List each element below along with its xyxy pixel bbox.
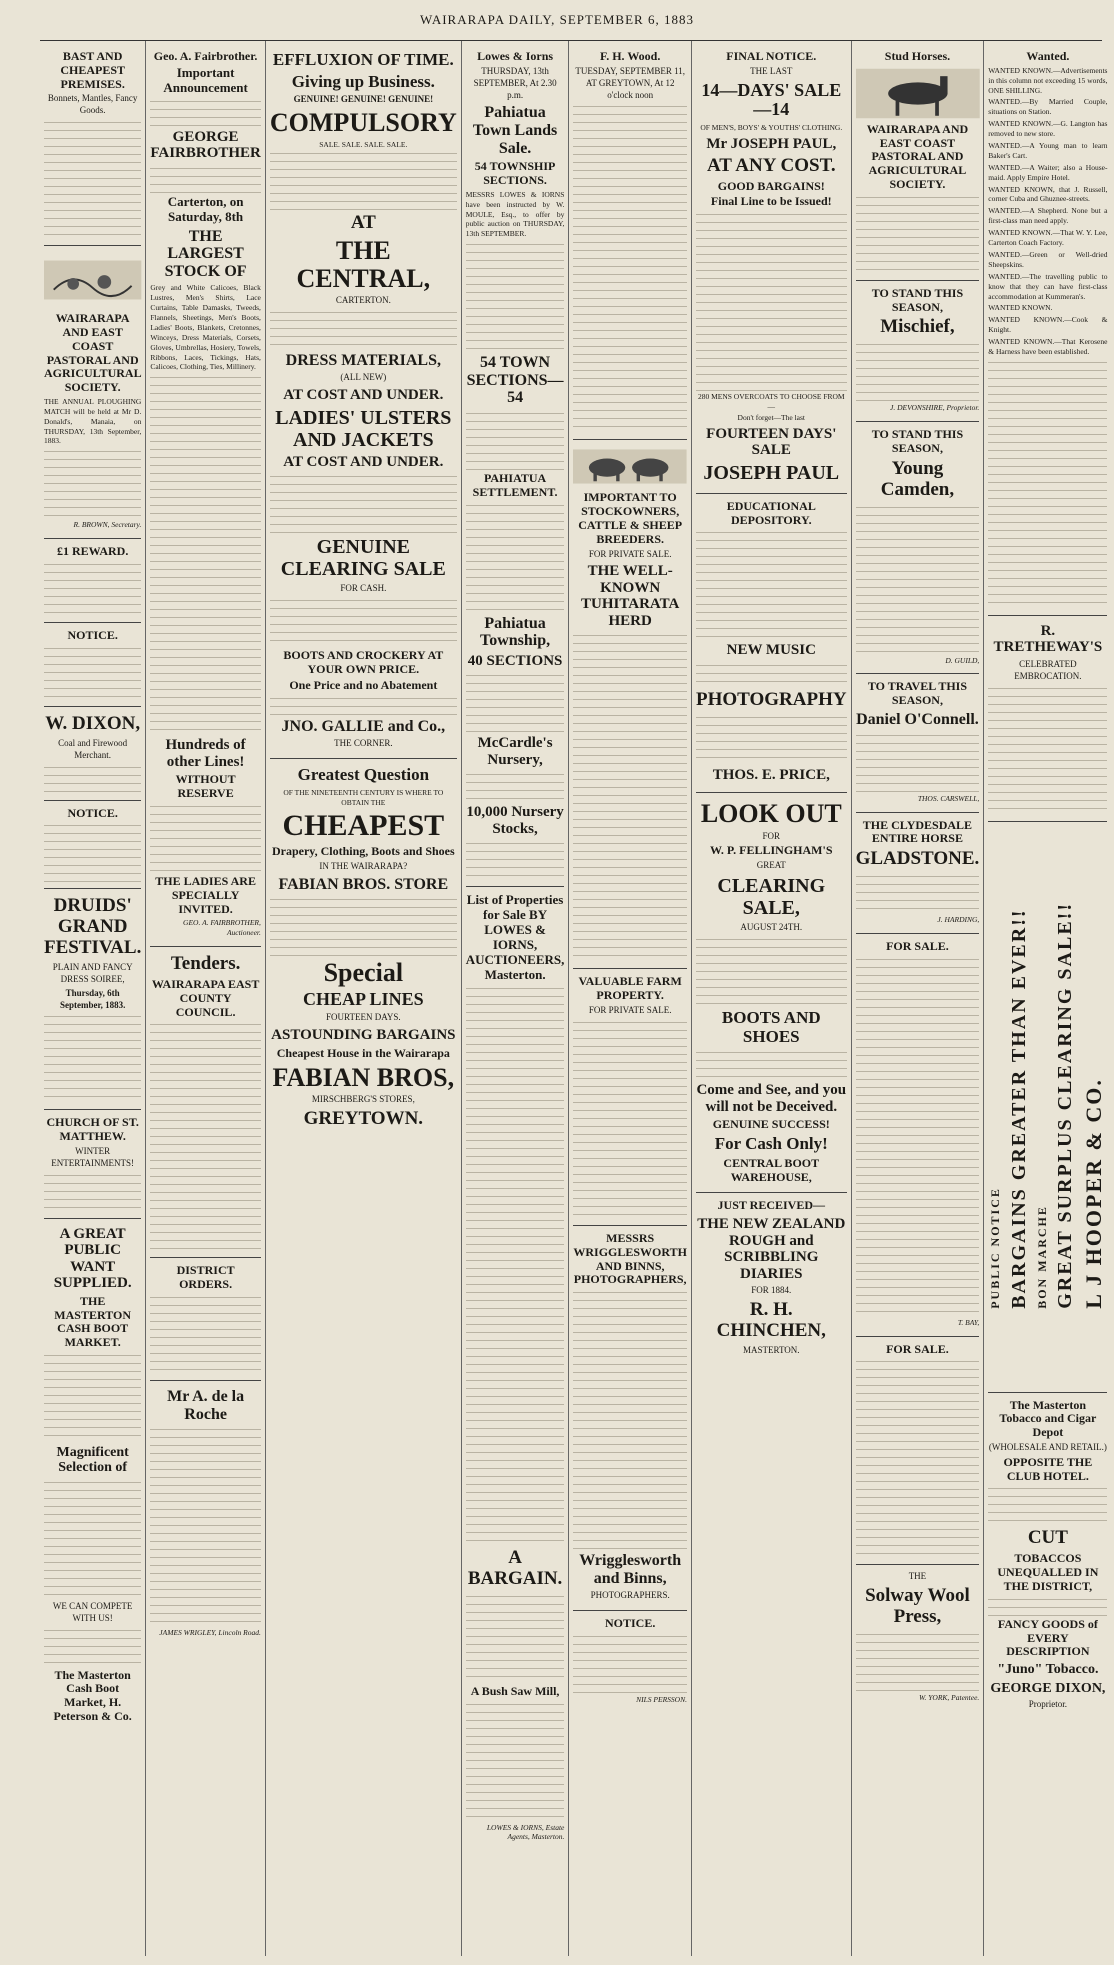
ad-district-orders: [150, 1258, 261, 1381]
wood-sub: TUESDAY, SEPTEMBER 11, AT GREYTOWN, At 12 o'clock noon: [575, 65, 686, 100]
text-block: [856, 1358, 980, 1558]
for-sale-title-2: FOR SALE.: [886, 1341, 949, 1356]
mischief-signature: J. DEVONSHIRE, Proprietor.: [890, 403, 980, 413]
text-block: [270, 695, 457, 715]
ad-solway: [856, 1565, 980, 1711]
text-block: [150, 803, 261, 873]
chinchen-name: R. H. CHINCHEN,: [716, 1299, 826, 1342]
paul-good: GOOD BARGAINS!: [717, 178, 825, 193]
text-block: [466, 771, 565, 801]
column-6: [692, 41, 852, 1956]
lowes-big: Pahiatua Town Lands Sale.: [472, 104, 558, 157]
boot-sub: THE MASTERTON CASH BOOT MARKET.: [54, 1293, 132, 1350]
solway-name: Solway Wool Press,: [865, 1585, 970, 1628]
reward-title: £1 REWARD.: [56, 544, 129, 559]
fellingham-clearing: CLEARING SALE,: [717, 875, 826, 920]
farm-private: FOR PRIVATE SALE.: [588, 1005, 672, 1016]
properties-saw-mill: A Bush Saw Mill,: [470, 1683, 560, 1698]
mischief-stand: TO STAND THIS SEASON,: [871, 285, 964, 314]
fairbrother-stock: THE LARGEST STOCK OF: [164, 227, 247, 280]
text-block: [988, 359, 1107, 609]
properties-bargain: A BARGAIN.: [467, 1546, 563, 1589]
fellingham-great: GREAT: [756, 860, 786, 871]
text-block: [696, 662, 847, 687]
vertical-surplus: GREAT SURPLUS CLEARING SALE!!: [1054, 902, 1077, 1309]
ad-for-sale-1: [856, 934, 980, 1337]
text-block: [150, 1021, 261, 1251]
text-block: [696, 936, 847, 1006]
ad-hooper-vertical: [988, 822, 1107, 1393]
ad-fairbrother: [150, 44, 261, 947]
ad-for-sale-2: [856, 1337, 980, 1566]
ad-tenders: [150, 947, 261, 1258]
ploughing-illustration: [44, 250, 141, 310]
druids-date: Thursday, 6th September, 1883.: [59, 987, 126, 1010]
fairbrother-ladies: THE LADIES ARE SPECIALLY INVITED.: [155, 873, 256, 916]
ad-dixon: [44, 707, 141, 801]
persson-title: NOTICE.: [605, 1616, 656, 1631]
fairbrother-hundreds: Hundreds of other Lines!: [165, 737, 246, 770]
fabian-nineteenth: OF THE NINETEENTH CENTURY IS WHERE TO OBTAIN THE: [283, 787, 444, 807]
gladstone-signature: J. HARDING,: [937, 914, 980, 924]
fabian-stores: MIRSCHBERG'S STORES,: [311, 1093, 415, 1104]
tobacco-cut: CUT: [1027, 1527, 1068, 1549]
mischief-name: Mischief,: [880, 316, 955, 338]
central-one-price: One Price and no Abatement: [289, 677, 438, 692]
vertical-bargains: BARGAINS GREATER THAN EVER!!: [1007, 908, 1030, 1309]
ad-farm-property: [573, 969, 687, 1225]
central-town: CARTERTON.: [335, 294, 391, 305]
text-block: [573, 1019, 687, 1219]
boot-signature: The Masterton Cash Boot Market, H. Peterson & Co.: [53, 1667, 132, 1723]
central-genuine-clearing: GENUINE CLEARING SALE: [280, 536, 446, 581]
paul-forget: Don't forget—The last: [737, 412, 805, 422]
fabian-town: GREYTOWN.: [303, 1107, 424, 1129]
wanted-item: WANTED KNOWN.—That Kerosene & Harness have been established.: [988, 337, 1108, 356]
ad-tretheway: [988, 616, 1107, 822]
text-block: [856, 341, 980, 401]
druids-title: DRUIDS' GRAND FESTIVAL.: [44, 895, 142, 959]
column-2: [146, 41, 266, 1956]
text-block: [44, 1013, 141, 1103]
ad-wanted: [988, 44, 1107, 616]
wanted-item: WANTED KNOWN.—G. Langton has removed to new store.: [988, 119, 1108, 139]
oconnell-travel: TO TRAVEL THIS SEASON,: [867, 679, 968, 708]
central-cash: FOR CASH.: [340, 583, 387, 594]
lowes-nursery: McCardle's Nursery,: [477, 735, 553, 768]
fabian-fourteen: FOURTEEN DAYS.: [326, 1012, 401, 1023]
central-name: THE CENTRAL,: [296, 236, 431, 293]
text-block: [696, 211, 847, 391]
tretheway-name: R. TRETHEWAY'S: [993, 622, 1103, 656]
text-block: [44, 645, 141, 700]
lowes-township: Pahiatua Township,: [480, 614, 551, 650]
text-block: [270, 473, 457, 533]
society-signature: R. BROWN, Secretary.: [73, 520, 142, 530]
central-corner: THE CORNER.: [334, 738, 393, 749]
fellingham-look: LOOK OUT: [700, 799, 842, 829]
ad-wood: [573, 44, 687, 440]
oconnell-name: Daniel O'Connell.: [856, 711, 979, 729]
camden-name: Young Camden,: [880, 457, 955, 500]
ad-de-la-roche: [150, 1381, 261, 1646]
wanted-item: WANTED.—A Young man to learn Baker's Cart.: [988, 141, 1108, 160]
fairbrother-title: Important Announcement: [163, 64, 248, 95]
fellingham-central: CENTRAL BOOT WAREHOUSE,: [723, 1155, 820, 1184]
chinchen-year: FOR 1884.: [751, 1285, 792, 1296]
text-block: [573, 1633, 687, 1693]
fairbrother-big: GEORGE FAIRBROTHER: [150, 128, 261, 162]
roche-title: Mr A. de la Roche: [167, 1387, 245, 1423]
dixon-sub: Coal and Firewood Merchant.: [58, 737, 128, 760]
camden-stand: TO STAND THIS SEASON,: [871, 427, 964, 455]
paul-cost: AT ANY COST.: [706, 154, 836, 176]
wanted-item: WANTED KNOWN.: [988, 303, 1053, 313]
fabian-cheapest-house: Cheapest House in the Wairarapa: [276, 1045, 450, 1060]
price-depot: EDUCATIONAL DEPOSITORY.: [726, 498, 816, 527]
ad-notice-persson: [573, 1611, 687, 1713]
cattle-illustration: [573, 444, 687, 489]
ad-gladstone: [856, 813, 980, 934]
text-block: [44, 119, 141, 239]
text-block: [150, 98, 261, 126]
text-block: [856, 873, 980, 913]
lowes-title: Lowes & Iorns: [477, 49, 554, 63]
roche-signature: JAMES WRIGLEY, Lincoln Road.: [159, 1628, 261, 1638]
text-block: [573, 632, 687, 962]
text-block: [466, 840, 565, 880]
oconnell-signature: THOS. CARSWELL,: [917, 793, 980, 803]
central-genuine: GENUINE! GENUINE! GENUINE!: [293, 94, 434, 105]
tretheway-sub: CELEBRATED EMBROCATION.: [1014, 658, 1082, 681]
text-block: [466, 985, 565, 1545]
central-compulsory: COMPULSORY: [269, 108, 457, 138]
fellingham-genuine: GENUINE SUCCESS!: [712, 1117, 830, 1132]
central-at: AT: [350, 212, 376, 234]
masthead: WAIRARAPA DAILY, SEPTEMBER 6, 1883: [420, 12, 694, 27]
fairbrother-signature: GEO. A. FAIRBROTHER, Auctioneer.: [183, 918, 261, 938]
fellingham-cash: For Cash Only!: [714, 1134, 828, 1154]
lowes-forty: 40 SECTIONS: [467, 652, 563, 669]
orders-title: DISTRICT ORDERS.: [176, 1263, 235, 1292]
fabian-wairarapa: IN THE WAIRARAPA?: [319, 860, 408, 871]
price-name: THOS. E. PRICE,: [712, 766, 830, 783]
tenders-sub: WAIRARAPA EAST COUNTY COUNCIL.: [151, 977, 260, 1019]
fabian-drapery: Drapery, Clothing, Boots and Shoes: [271, 843, 455, 858]
ad-joseph-paul: [696, 44, 847, 494]
tobacco-juno: "Juno" Tobacco.: [997, 1662, 1099, 1678]
fabian-cheapest: CHEAPEST: [282, 809, 445, 843]
notice-title: NOTICE.: [67, 805, 118, 820]
ad-lowes-iorns: [466, 44, 565, 887]
text-block: [988, 685, 1107, 815]
paul-final: FINAL NOTICE.: [726, 49, 817, 63]
text-block: [150, 165, 261, 193]
lowes-sections: 54 TOWNSHIP SECTIONS.: [474, 159, 556, 187]
fabian-greatest: Greatest Question: [297, 765, 430, 784]
paul-name: Mr JOSEPH PAUL,: [706, 136, 837, 153]
text-block: [466, 410, 565, 470]
text-block: [466, 1593, 565, 1683]
fairbrother-place: Carterton, on Saturday, 8th: [167, 193, 244, 224]
society-title: WAIRARAPA AND EAST COAST PASTORAL AND AGRICULTURAL SOCIETY.: [44, 311, 142, 395]
fabian-store: FABIAN BROS. STORE: [278, 875, 449, 893]
for-sale-title: FOR SALE.: [886, 938, 949, 953]
lowes-sub: THURSDAY, 13th SEPTEMBER, At 2.30 p.m.: [473, 65, 557, 100]
wanted-item: WANTED.—A Waiter; also a House-maid. Apply Empire Hotel.: [988, 162, 1108, 182]
wanted-item: WANTED.—By Married Couple, situations on Station.: [988, 97, 1108, 117]
wanted-item: WANTED KNOWN, that J. Russell, corner Cuba and Ghuznee-streets.: [988, 184, 1108, 204]
herd-private: FOR PRIVATE SALE.: [588, 548, 672, 559]
text-block: [150, 1294, 261, 1374]
central-sub: Giving up Business.: [291, 71, 435, 91]
text-block: [573, 103, 687, 433]
tobacco-fancy: FANCY GOODS of EVERY DESCRIPTION: [997, 1616, 1098, 1659]
text-block: [856, 1631, 980, 1691]
fellingham-boots: BOOTS AND SHOES: [721, 1008, 821, 1046]
text-block: [270, 150, 457, 210]
wriggles-title: MESSRS WRIGGLESWORTH AND BINNS, PHOTOGRAPHERS,: [573, 1230, 687, 1287]
central-dress: DRESS MATERIALS,: [285, 351, 441, 369]
paul-fourteen: FOURTEEN DAYS' SALE: [706, 425, 837, 459]
fairbrother-list: Grey and White Calicoes, Black Lustres, Men's Shirts, Lace Curtains, Table Damasks, Tweeds, Flannels, Sheetings, Men's Boots, Ladies' Boots, Blankets, Cretonnes, Winceys, Dress Materials, Corsets, Gloves, Umbrellas, Hosiery, Towels, Ribbons, Laces, Tickings, Hats, Calicoes, Clothing, Ties, Millinery.: [150, 283, 261, 372]
ad-herd: [573, 440, 687, 969]
farm-title: VALUABLE FARM PROPERTY.: [578, 974, 682, 1003]
fairbrother-name: Geo. A. Fairbrother.: [153, 49, 258, 63]
stud-society: WAIRARAPA AND EAST COAST PASTORAL AND AGRICULTURAL SOCIETY.: [866, 121, 969, 191]
ad-boot-market: [44, 1219, 141, 1732]
lowes-body: MESSRS LOWES & IORNS have been instructed by W. MOULE, Esq., to offer by public auction on THURSDAY, 13th SEPTEMBER.: [465, 189, 565, 239]
chinchen-diaries: THE NEW ZEALAND ROUGH and SCRIBBLING DIARIES: [697, 1216, 846, 1282]
ad-mischief: [856, 281, 980, 422]
text-block: [150, 374, 261, 734]
column-4: [462, 41, 570, 1956]
ad-price: [696, 494, 847, 793]
ad-sub: Bonnets, Mantles, Fancy Goods.: [47, 93, 138, 116]
vertical-bon: BON MARCHE: [1034, 1205, 1049, 1309]
ad-church: [44, 1110, 141, 1218]
lowes-sections-2: 54 TOWN SECTIONS—54: [466, 354, 564, 407]
paul-days: 14—DAYS' SALE—14: [701, 79, 842, 120]
text-block: [44, 822, 141, 882]
text-block: [466, 672, 565, 732]
tobacco-unequalled: TOBACCOS UNEQUALLED IN THE DISTRICT,: [997, 1551, 1099, 1593]
text-block: [856, 732, 980, 792]
central-gallie: JNO. GALLIE and Co.,: [281, 717, 446, 735]
fellingham-name: W. P. FELLINGHAM'S: [710, 843, 833, 858]
ad-tobacco: [988, 1393, 1107, 1719]
text-block: [44, 1479, 141, 1599]
text-block: [44, 1352, 141, 1442]
central-title: EFFLUXION OF TIME.: [272, 50, 454, 69]
paul-final-line: Final Line to be Issued!: [710, 194, 832, 209]
ad-chinchen: [696, 1193, 847, 1364]
herd-important: IMPORTANT TO STOCKOWNERS, CATTLE & SHEEP BREEDERS.: [578, 490, 683, 546]
column-5: [569, 41, 692, 1956]
fellingham-date: AUGUST 24TH.: [740, 922, 803, 933]
tenders-title: Tenders.: [170, 953, 241, 975]
wanted-item: WANTED.—A Shepherd. None but a first-class man need apply.: [988, 206, 1108, 226]
properties-title: List of Properties for Sale BY LOWES & IORNS, AUCTIONEERS, Masterton.: [465, 892, 565, 982]
ad-notice-1: [44, 623, 141, 707]
dixon-name: W. DIXON,: [45, 712, 141, 734]
ad-society: [44, 246, 141, 539]
text-block: [988, 1485, 1107, 1525]
price-photography: PHOTOGRAPHY: [695, 688, 847, 710]
central-cost: AT COST AND UNDER.: [283, 387, 444, 404]
fairbrother-reserve: WITHOUT RESERVE: [175, 772, 236, 801]
ad-reward: [44, 539, 141, 623]
ad-wrigglesworth: [573, 1226, 687, 1611]
camden-signature: D. GUILD,: [945, 655, 980, 665]
wriggles-sub: PHOTOGRAPHERS.: [590, 1590, 670, 1601]
ad-druids: [44, 889, 141, 1110]
column-8: [984, 41, 1111, 1956]
wanted-item: WANTED KNOWN.—Cook & Knight.: [988, 315, 1108, 335]
solway-the: THE: [908, 1571, 927, 1582]
wanted-item: WANTED.—Green or Well-dried Sheepskins.: [988, 249, 1108, 269]
price-music: NEW MUSIC: [726, 642, 816, 659]
fabian-special: Special: [323, 958, 404, 988]
tobacco-wholesale: (WHOLESALE AND RETAIL.): [988, 1441, 1107, 1452]
central-boots: BOOTS AND CROCKERY AT YOUR OWN PRICE.: [283, 648, 444, 676]
boot-title: A GREAT PUBLIC WANT SUPPLIED.: [53, 1225, 132, 1292]
text-block: [270, 309, 457, 349]
text-block: [856, 956, 980, 1316]
church-sub: WINTER ENTERTAINMENTS!: [51, 1146, 135, 1168]
text-block: [573, 1289, 687, 1549]
tobacco-opposite: OPPOSITE THE CLUB HOTEL.: [1003, 1454, 1093, 1483]
text-block: [44, 1627, 141, 1667]
ad-fabian: [270, 759, 457, 1139]
central-all-new: (ALL NEW): [340, 372, 387, 383]
chinchen-town: MASTERTON.: [742, 1344, 800, 1355]
central-cost-2: AT COST AND UNDER.: [283, 453, 444, 470]
tobacco-dixon: GEORGE DIXON,: [990, 1680, 1106, 1696]
text-block: [466, 502, 565, 612]
text-block: [270, 896, 457, 956]
lowes-settlement: PAHIATUA SETTLEMENT.: [472, 471, 558, 499]
column-3: [266, 41, 462, 1956]
text-block: [150, 1426, 261, 1626]
central-sale-line: SALE. SALE. SALE. SALE.: [319, 139, 408, 149]
text-block: [696, 714, 847, 764]
lowes-stocks: 10,000 Nursery Stocks,: [466, 804, 564, 837]
tobacco-title: The Masterton Tobacco and Cigar Depot: [999, 1397, 1097, 1440]
central-ulsters: LADIES' ULSTERS AND JACKETS: [275, 406, 452, 451]
fabian-name: FABIAN BROS,: [272, 1062, 455, 1092]
persson-signature: NILS PERSSON.: [636, 1695, 687, 1704]
wriggles-name: Wrigglesworth and Binns,: [579, 1552, 682, 1587]
wood-title: F. H. Wood.: [599, 49, 661, 63]
horse-illustration: [856, 66, 980, 121]
columns: [40, 40, 1108, 1956]
paul-of: OF MEN'S, BOYS' & YOUTHS' CLOTHING.: [700, 123, 843, 133]
text-block: [44, 448, 141, 518]
wanted-item: WANTED KNOWN.—That W. Y. Lee, Carterton Coach Factory.: [988, 228, 1108, 248]
ad-young-camden: [856, 422, 980, 674]
gladstone-sub: THE CLYDESDALE ENTIRE HORSE: [862, 817, 973, 846]
ad-central: [270, 44, 457, 759]
solway-signature: W. YORK, Patentee.: [918, 1693, 980, 1703]
ad-fellingham: [696, 793, 847, 1193]
ad-premises: [44, 44, 141, 246]
wanted-item: WANTED KNOWN.—Advertisements in this column not exceeding 15 words, ONE SHILLING.: [988, 65, 1108, 95]
chinchen-received: JUST RECEIVED—: [717, 1198, 826, 1213]
text-block: [696, 529, 847, 639]
ad-properties: [466, 887, 565, 1850]
vertical-public: PUBLIC NOTICE: [988, 1187, 1003, 1309]
fabian-cheap-lines: CHEAP LINES: [303, 988, 424, 1009]
wanted-title: Wanted.: [1026, 49, 1070, 63]
text-block: [856, 194, 980, 274]
paul-last: THE LAST: [750, 65, 793, 76]
vertical-hooper: L J HOOPER & CO.: [1081, 1078, 1107, 1309]
text-block: [856, 504, 980, 654]
for-sale-signature: T. BAY,: [957, 1317, 980, 1327]
fellingham-come: Come and See, and you will not be Deceived.: [696, 1082, 847, 1115]
gladstone-name: GLADSTONE.: [855, 848, 980, 870]
text-block: [466, 241, 565, 351]
text-block: [44, 561, 141, 616]
column-7: [852, 41, 985, 1956]
tobacco-proprietor: Proprietor.: [1028, 1698, 1067, 1709]
text-block: [466, 1701, 565, 1821]
text-block: [696, 1049, 847, 1079]
vertical-text-group: [988, 902, 1107, 1309]
text-block: [44, 1172, 141, 1212]
ad-notice-2: [44, 801, 141, 890]
text-block: [988, 1596, 1107, 1616]
society-body: THE ANNUAL PLOUGHING MATCH will be held at Mr D. Donald's, Manaia, on THURSDAY, 13th September, 1883.: [44, 396, 142, 446]
column-1: [40, 41, 146, 1956]
fabian-astounding: ASTOUNDING BARGAINS: [271, 1027, 456, 1044]
ad-stud-horses: [856, 44, 980, 281]
church-title: CHURCH OF ST. MATTHEW.: [46, 1115, 139, 1144]
boot-big: Magnificent Selection of: [56, 1445, 129, 1476]
text-block: [44, 764, 141, 794]
properties-signature: LOWES & IORNS, Estate Agents, Masterton.: [486, 1822, 565, 1842]
stud-title: Stud Horses.: [884, 49, 951, 63]
text-block: [270, 597, 457, 647]
ad-oconnell: [856, 674, 980, 812]
herd-title: THE WELL-KNOWN TUHITARATA HERD: [581, 563, 680, 629]
boot-line: WE CAN COMPETE WITH US!: [52, 1600, 133, 1623]
ad-title: BAST AND CHEAPEST PREMISES.: [60, 49, 125, 91]
vertical-block: [988, 826, 1107, 1386]
druids-sub: PLAIN AND FANCY DRESS SOIREE,: [52, 961, 133, 984]
fellingham-for: FOR: [762, 830, 781, 841]
paul-overcoats: 280 MENS OVERCOATS TO CHOOSE FROM—: [697, 392, 845, 412]
notice-title: NOTICE.: [67, 628, 118, 643]
paul-name-2: JOSEPH PAUL: [703, 461, 840, 484]
wanted-item: WANTED.—The travelling public to know that they can have first-class accommodation at Kummeran's.: [988, 271, 1108, 301]
